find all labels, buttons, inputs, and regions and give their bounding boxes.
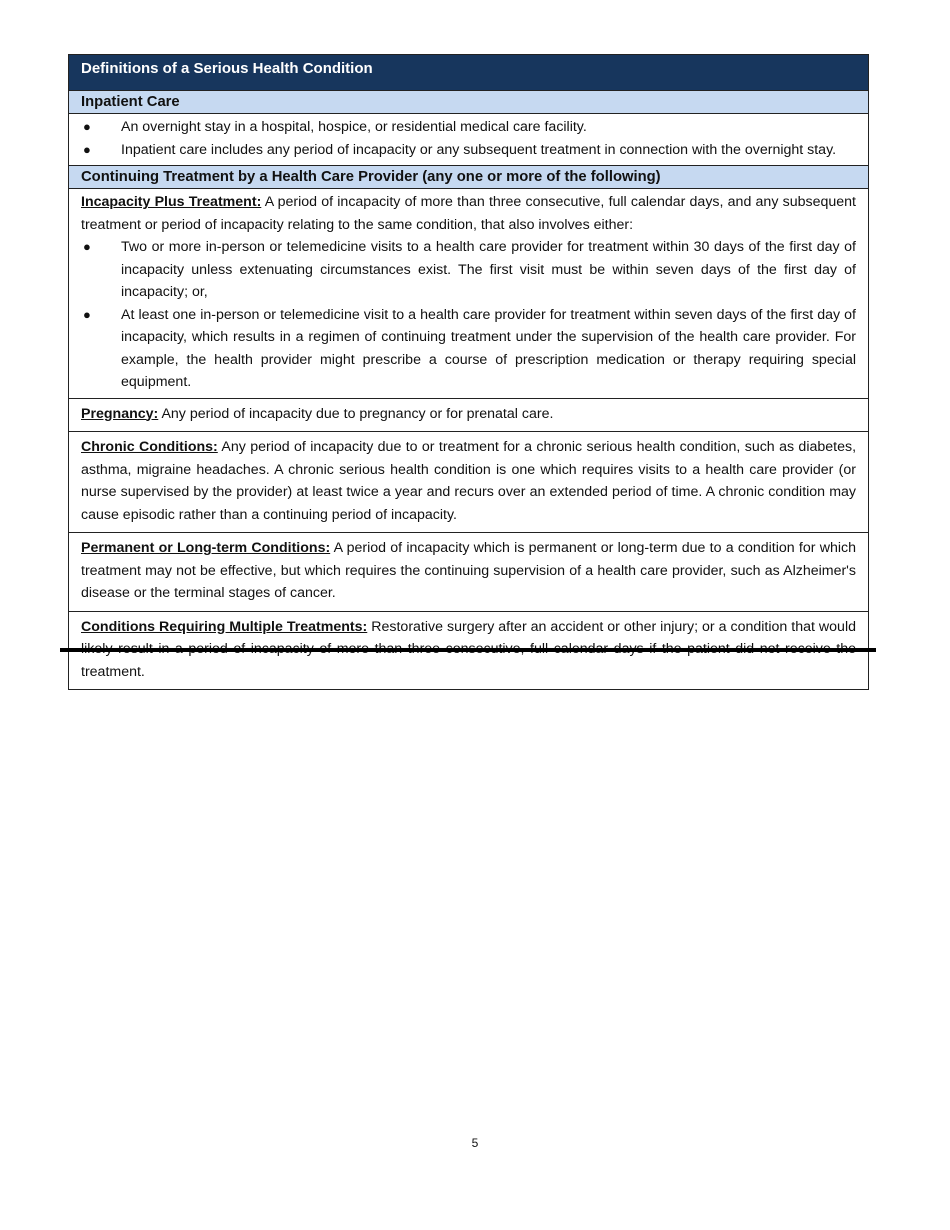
inpatient-care-section: [69, 114, 868, 166]
continuing-treatment-heading: Continuing Treatment by a Health Care Provider (any one or more of the following): [69, 166, 868, 189]
inpatient-bullet-list: [81, 116, 856, 161]
bullet-text: Two or more in-person or telemedicine visits to a health care provider for treatment within 30 days of the first day of incapacity unless extenuating circumstances exist. The first visit must be within seven days of the first day of incapacity; or,: [121, 239, 856, 300]
pregnancy-section: [69, 399, 868, 433]
bullet-icon: ●: [83, 306, 91, 322]
page-number: 5: [471, 1136, 479, 1150]
table-title: Definitions of a Serious Health Condition: [69, 55, 868, 91]
list-item: [81, 139, 856, 162]
definitions-table: [68, 54, 869, 690]
incapacity-bullet-list: [81, 236, 856, 394]
pregnancy-term: Pregnancy:: [81, 405, 159, 422]
incapacity-term: Incapacity Plus Treatment:: [81, 194, 262, 210]
bullet-icon: ●: [83, 141, 91, 157]
bullet-icon: ●: [83, 239, 91, 254]
permanent-text: A period of incapacity which is permanent or long-term due to a condition for which treatment may not be effective, but which requires the continuing supervision of a health care provider, such as Alzheimer's disease or the terminal stages of cancer.: [81, 540, 856, 601]
bullet-text: At least one in-person or telemedicine visit to a health care provider for treatment within seven days of the first day of incapacity, which results in a regimen of continuing treatment under the supervision of the health care provider. For example, the health provider might prescribe a course of prescription medication or therapy requiring special equipment.: [121, 306, 856, 390]
pregnancy-text: Any period of incapacity due to pregnancy or for prenatal care.: [158, 405, 554, 422]
chronic-conditions-section: [69, 432, 868, 533]
chronic-term: Chronic Conditions:: [81, 439, 218, 455]
multiple-text: Restorative surgery after an accident or other injury; or a condition that would treatment.: [81, 618, 856, 680]
incapacity-text: A period of incapacity of more than three consecutive, full calendar days, and any subsequent treatment or period of incapacity relating to the same condition, that also involves either:: [81, 194, 856, 233]
list-item: [81, 236, 856, 304]
permanent-term: Permanent or Long-term Conditions:: [81, 540, 331, 556]
multiple-term: Conditions Requiring Multiple Treatments:: [81, 618, 368, 635]
incapacity-paragraph: [81, 191, 856, 236]
list-item: [81, 304, 856, 394]
inpatient-care-heading: Inpatient Care: [69, 91, 868, 114]
bullet-icon: ●: [83, 119, 91, 134]
bullet-text: An overnight stay in a hospital, hospice, or residential medical care facility.: [121, 119, 587, 135]
incapacity-plus-treatment-section: [69, 189, 868, 399]
section-divider: [60, 648, 876, 652]
bullet-text: Inpatient care includes any period of incapacity or any subsequent treatment in connection with the overnight stay.: [121, 141, 837, 158]
permanent-conditions-section: [69, 533, 868, 612]
list-item: [81, 116, 856, 139]
chronic-text: Any period of incapacity due to or treatment for a chronic serious health condition, such as diabetes, asthma, migraine headaches. A chronic serious health condition is one which requires visits to a health care provider (or nurse supervised by the provider) at least twice a year and recurs over an extended period of time. A chronic condition may cause episodic rather than a continuing period of incapacity.: [81, 439, 857, 523]
